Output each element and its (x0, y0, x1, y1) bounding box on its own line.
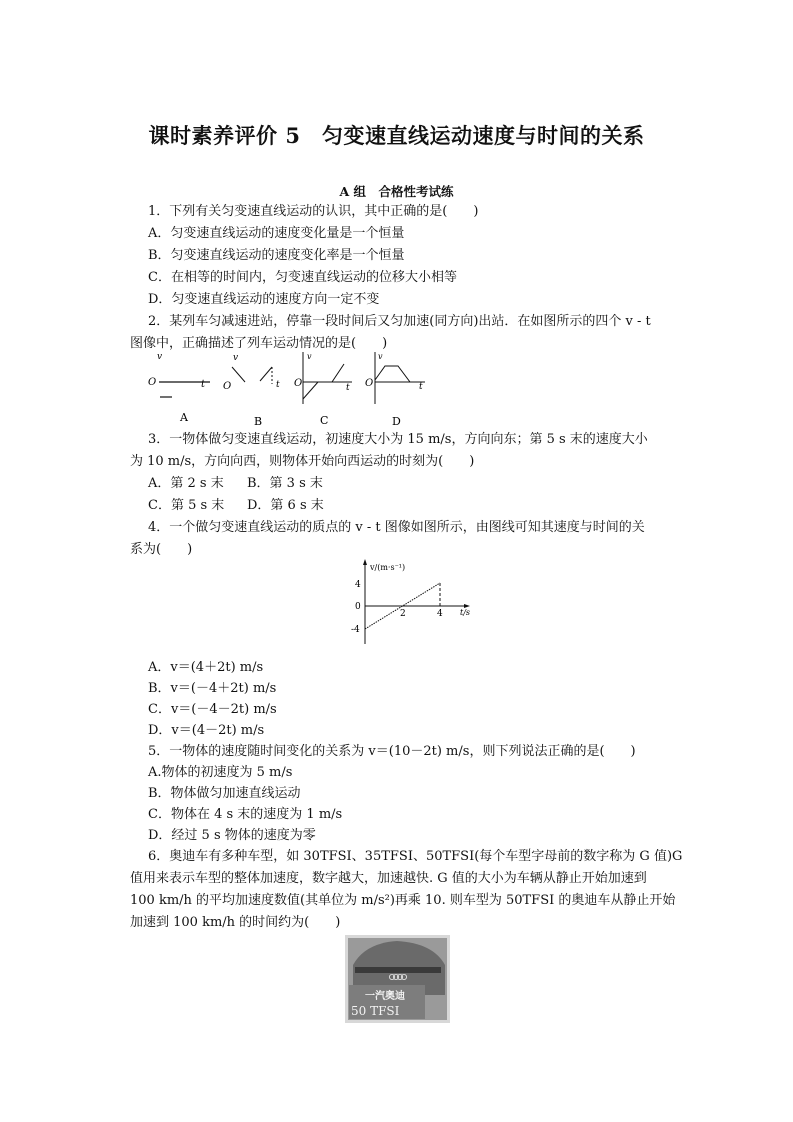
graph-d-origin-label: O (365, 378, 374, 389)
q4-option-b: B．v＝(－4＋2t) m/s (148, 681, 277, 696)
q4-stem-line2: 系为( ) (130, 542, 193, 557)
photo-badge-model: 50 TFSI (351, 1004, 400, 1018)
q3-option-a: A．第 2 s 末 (148, 476, 224, 491)
q5-option-c: C．物体在 4 s 末的速度为 1 m/s (148, 807, 343, 822)
graph-b-v-label: v (233, 353, 239, 363)
q5-option-d: D．经过 5 s 物体的速度为零 (148, 828, 316, 843)
graph-a-v-label: v (157, 352, 163, 362)
q4-vt-graph (320, 558, 480, 646)
q1-option-b: B．匀变速直线运动的速度变化率是一个恒量 (148, 248, 405, 263)
graph-c-line-2 (332, 364, 344, 382)
page-title: 课时素养评价 5 匀变速直线运动速度与时间的关系 (148, 123, 645, 148)
graph-d-t-label: t (419, 382, 423, 392)
q1-option-a: A．匀变速直线运动的速度变化量是一个恒量 (148, 226, 405, 241)
graph-b (223, 353, 280, 427)
section-heading: A 组 合格性考试练 (339, 184, 454, 199)
graph-c-line-1 (303, 382, 318, 399)
q6-line1: 6．奥迪车有多种车型，如 30TFSI、35TFSI、50TFSI(每个车型字母前的数字称为 G 值)G (148, 849, 683, 864)
graph-a-origin-label: O (148, 377, 157, 388)
graph-b-decel-line (232, 367, 245, 382)
car-trunk-line (355, 967, 441, 973)
audi-car-photo (345, 935, 450, 1023)
graph-c (294, 352, 352, 427)
q4-v-axis-arrow (363, 559, 367, 565)
q4-t-axis-label: t/s (460, 608, 471, 617)
photo-badge-cn: 一汽奥迪 (365, 991, 405, 1002)
q5-stem: 5．一物体的速度随时间变化的关系为 v＝(10－2t) m/s，则下列说法正确的是( ) (148, 744, 636, 759)
q2-stem-line1: 2．某列车匀减速进站，停靠一段时间后又匀加速(同方向)出站．在如图所示的四个 v - t (148, 314, 651, 329)
graph-b-t-label: t (276, 380, 280, 390)
q4-ytick-neg4: -4 (351, 625, 360, 635)
q6-line4: 加速到 100 km/h 的时间约为( ) (130, 915, 341, 930)
graph-b-accel-line (260, 367, 272, 381)
q5-option-b: B．物体做匀加速直线运动 (148, 786, 301, 801)
q4-xtick-2: 2 (400, 609, 406, 619)
graph-c-t-label: t (346, 383, 350, 393)
q6-line2: 值用来表示车型的整体加速度，数字越大，加速越快. G 值的大小为车辆从静止开始加速到 (130, 871, 647, 886)
graph-a-caption: A (180, 411, 188, 424)
graph-d-v-label: v (378, 352, 383, 361)
graph-a-t-label: t (201, 379, 206, 390)
q5-option-a: A.物体的初速度为 5 m/s (148, 765, 293, 780)
q3-option-c: C．第 5 s 末 (148, 498, 225, 513)
q1-option-c: C．在相等的时间内，匀变速直线运动的位移大小相等 (148, 270, 457, 285)
graph-d (365, 352, 425, 427)
q3-stem-line2: 为 10 m/s，方向向西，则物体开始向西运动的时刻为( ) (130, 454, 475, 469)
q4-v-axis-label: v/(m·s⁻¹) (370, 563, 406, 572)
q1-option-d: D．匀变速直线运动的速度方向一定不变 (148, 292, 380, 307)
q3-option-d: D．第 6 s 末 (247, 498, 324, 513)
q4-option-c: C．v＝(－4－2t) m/s (148, 702, 277, 717)
q2-stem-line2: 图像中，正确描述了列车运动情况的是( ) (130, 336, 388, 351)
q4-ytick-4: 4 (355, 580, 361, 590)
q4-xtick-4: 4 (437, 609, 443, 619)
graph-b-origin-label: O (223, 381, 232, 392)
q2-graphs-figure (140, 347, 440, 427)
q4-stem-line1: 4．一个做匀变速直线运动的质点的 v - t 图像如图所示，由图线可知其速度与时间的关 (148, 520, 645, 535)
q4-option-d: D．v＝(4－2t) m/s (148, 723, 265, 738)
graph-b-caption: B (254, 415, 263, 427)
graph-c-v-label: v (307, 352, 312, 361)
q3-option-b: B．第 3 s 末 (247, 476, 323, 491)
q1-stem: 1．下列有关匀变速直线运动的认识，其中正确的是( ) (148, 204, 479, 219)
graph-c-caption: C (320, 414, 329, 427)
graph-a (148, 352, 210, 424)
q6-line3: 100 km/h 的平均加速度数值(其单位为 m/s²)再乘 10. 则车型为 50TFSI 的奥迪车从静止开始 (130, 893, 676, 908)
graph-d-caption: D (392, 415, 401, 427)
q4-ytick-0: 0 (355, 602, 361, 612)
q3-stem-line1: 3．一物体做匀变速直线运动，初速度大小为 15 m/s，方向向东；第 5 s 末的速度大小 (148, 432, 648, 447)
q4-option-a: A．v＝(4＋2t) m/s (148, 660, 264, 675)
graph-d-trapezoid-line (375, 366, 410, 382)
graph-c-origin-label: O (294, 378, 303, 389)
